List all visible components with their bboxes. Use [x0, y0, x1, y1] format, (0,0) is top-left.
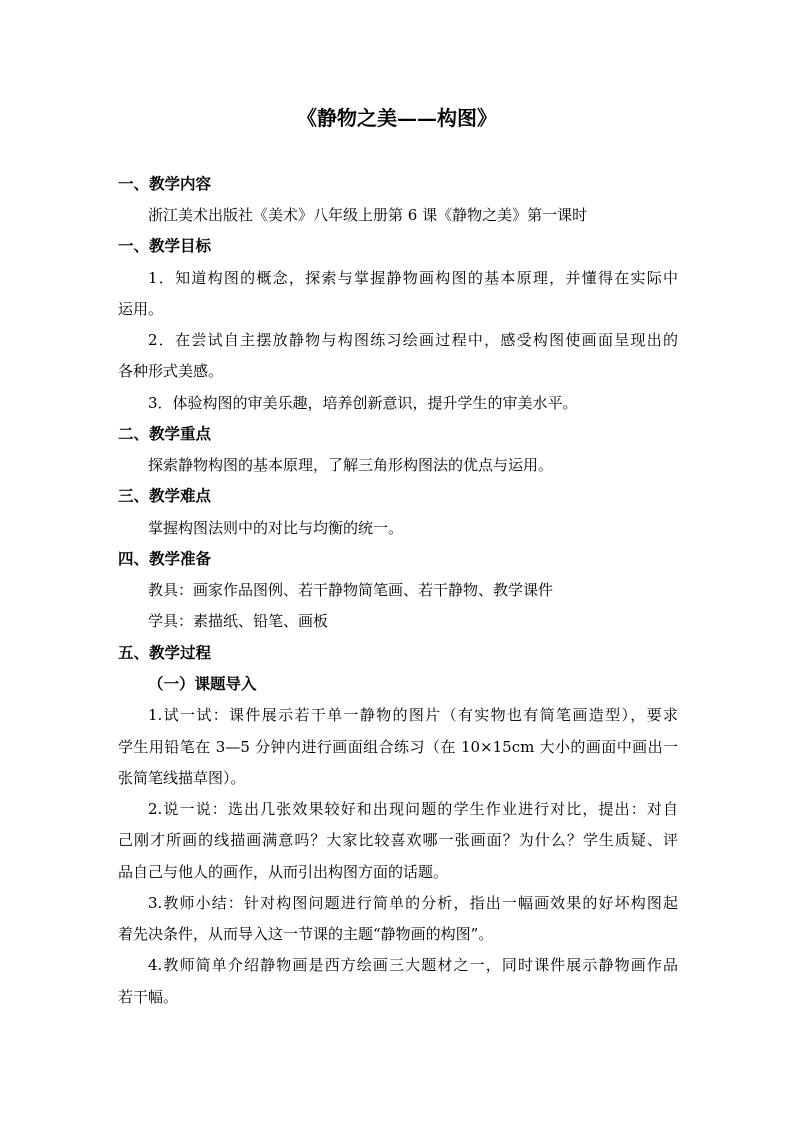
step-4-line-1: 4.教师简单介绍静物画是西方绘画三大题材之一，同时课件展示静物画作品 — [148, 956, 678, 974]
document-title: 《静物之美——构图》 — [297, 106, 497, 130]
goal-1-line-1: 1．知道构图的概念，探索与掌握静物画构图的基本原理，并懂得在实际中 — [148, 269, 678, 287]
section-heading-preparation: 四、教学准备 — [118, 549, 212, 568]
goal-2-line-2: 各种形式美感。 — [118, 362, 224, 380]
paragraph-teaching-aids: 教具：画家作品图例、若干静物简笔画、若干静物、教学课件 — [148, 581, 554, 599]
section-heading-difficulties: 三、教学难点 — [118, 486, 212, 505]
section-heading-key-points: 二、教学重点 — [118, 424, 212, 443]
step-4-line-2: 若干幅。 — [118, 988, 179, 1006]
subheading-introduction: （一）课题导入 — [148, 674, 257, 693]
step-2-line-1: 2.说一说：选出几张效果较好和出现问题的学生作业进行对比，提出：对自 — [148, 800, 678, 818]
section-heading-teaching-content: 一、教学内容 — [118, 174, 212, 193]
goal-3: 3．体验构图的审美乐趣，培养创新意识，提升学生的审美水平。 — [148, 394, 578, 412]
step-3-line-1: 3.教师小结：针对构图问题进行简单的分析，指出一幅画效果的好坏构图起 — [148, 894, 678, 912]
paragraph-difficulties: 掌握构图法则中的对比与均衡的统一。 — [148, 519, 404, 537]
paragraph-textbook: 浙江美术出版社《美术》八年级上册第 6 课《静物之美》第一课时 — [148, 206, 588, 224]
section-heading-teaching-process: 五、教学过程 — [118, 643, 212, 662]
goal-1-line-2: 运用。 — [118, 300, 164, 318]
step-2-line-2: 己刚才所画的线描画满意吗？大家比较喜欢哪一张画面？为什么？学生质疑、评 — [118, 831, 678, 849]
section-heading-teaching-goals: 一、教学目标 — [118, 236, 212, 255]
step-2-line-3: 品自己与他人的画作，从而引出构图方面的话题。 — [118, 863, 449, 881]
paragraph-student-tools: 学具：素描纸、铅笔、画板 — [148, 612, 329, 630]
step-1-line-2: 学生用铅笔在 3—5 分钟内进行画面组合练习（在 10×15cm 大小的画面中画出一 — [118, 738, 678, 756]
step-1-line-3: 张简笔线描草图）。 — [118, 769, 246, 787]
step-3-line-2: 着先决条件，从而导入这一节课的主题“静物画的构图”。 — [118, 925, 494, 943]
paragraph-key-points: 探索静物构图的基本原理，了解三角形构图法的优点与运用。 — [148, 456, 554, 474]
step-1-line-1: 1.试一试：课件展示若干单一静物的图片（有实物也有简笔画造型），要求 — [148, 706, 678, 724]
goal-2-line-1: 2．在尝试自主摆放静物与构图练习绘画过程中，感受构图使画面呈现出的 — [148, 331, 678, 349]
